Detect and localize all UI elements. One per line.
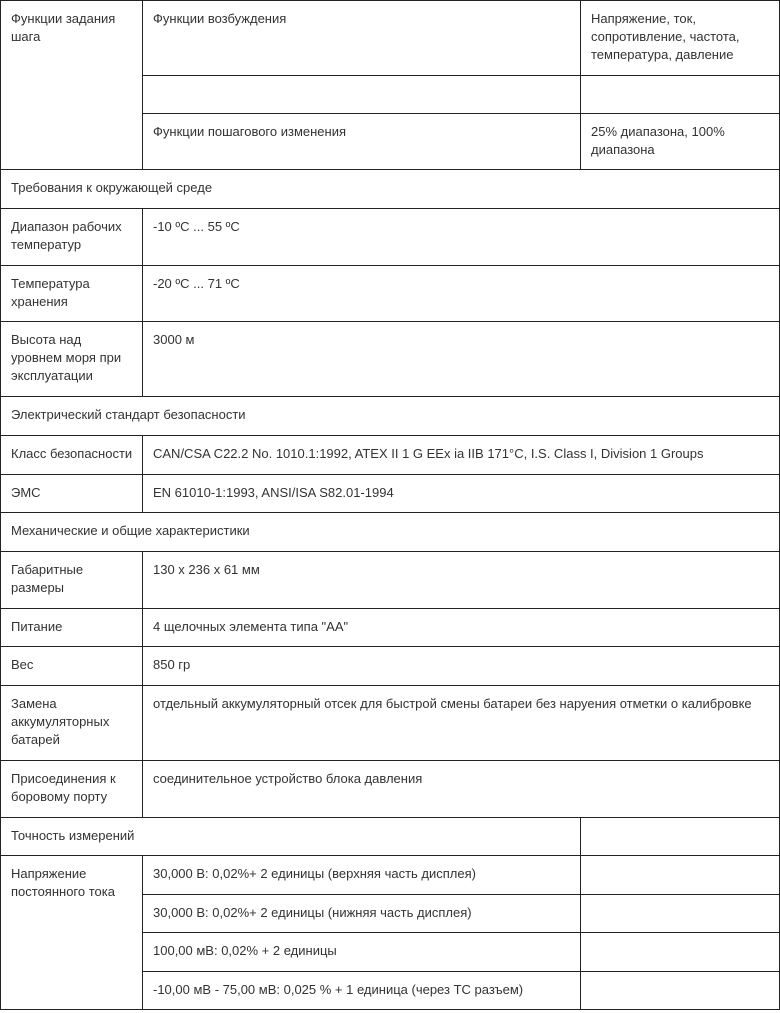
safety-class-label: Класс безопасности xyxy=(1,436,143,475)
table-row xyxy=(1,475,780,513)
dc-voltage-label: Напряжение постоянного тока xyxy=(1,856,143,1010)
dimensions-label: Габаритные размеры xyxy=(1,552,143,609)
operating-temp-value: -10 ºC ... 55 ºC xyxy=(143,209,780,266)
weight-value: 850 гр xyxy=(143,647,780,686)
environment-section-header: Требования к окружающей среде xyxy=(1,170,780,209)
table-row xyxy=(1,1,780,76)
empty-cell xyxy=(581,972,780,1010)
step-functions-label: Функции задания шага xyxy=(1,1,143,170)
table-row xyxy=(1,686,780,761)
dimensions-value: 130 x 236 x 61 мм xyxy=(143,552,780,609)
weight-label: Вес xyxy=(1,647,143,686)
excitation-functions-value: Напряжение, ток, сопротивление, частота, температура, давление xyxy=(581,1,780,76)
emc-value: EN 61010-1:1993, ANSI/ISA S82.01-1994 xyxy=(143,475,780,513)
table-row xyxy=(1,209,780,266)
empty-cell xyxy=(581,76,780,114)
power-value: 4 щелочных элемента типа "АА" xyxy=(143,609,780,647)
table-row xyxy=(1,856,780,895)
safety-class-value: CAN/CSA C22.2 No. 1010.1:1992, ATEX II 1 G EEx ia IIB 171°C, I.S. Class I, Division 1 Groups xyxy=(143,436,780,475)
operating-temp-label: Диапазон рабочих температур xyxy=(1,209,143,266)
dc-voltage-value: 100,00 мВ: 0,02% + 2 единицы xyxy=(143,933,581,972)
safety-section-header: Электрический стандарт безопасности xyxy=(1,397,780,436)
empty-cell xyxy=(581,895,780,933)
table-row xyxy=(1,552,780,609)
table-row xyxy=(1,322,780,397)
table-row xyxy=(1,170,780,209)
mechanical-section-header: Механические и общие характеристики xyxy=(1,513,780,552)
battery-replacement-label: Замена аккумуляторных батарей xyxy=(1,686,143,761)
table-row xyxy=(1,397,780,436)
table-row xyxy=(1,436,780,475)
table-row xyxy=(1,647,780,686)
port-connection-value: соединительное устройство блока давления xyxy=(143,761,780,818)
battery-replacement-value: отдельный аккумуляторный отсек для быстрой смены батареи без наруения отметки о калибровке xyxy=(143,686,780,761)
storage-temp-label: Температура хранения xyxy=(1,266,143,322)
dc-voltage-value: -10,00 мВ - 75,00 мВ: 0,025 % + 1 единица (через ТС разъем) xyxy=(143,972,581,1010)
table-row xyxy=(1,818,780,856)
table-row xyxy=(1,266,780,322)
empty-cell xyxy=(581,933,780,972)
port-connection-label: Присоединения к боровому порту xyxy=(1,761,143,818)
empty-cell xyxy=(143,76,581,114)
empty-cell xyxy=(581,856,780,895)
storage-temp-value: -20 ºC ... 71 ºC xyxy=(143,266,780,322)
power-label: Питание xyxy=(1,609,143,647)
accuracy-section-header: Точность измерений xyxy=(1,818,581,856)
step-change-value: 25% диапазона, 100% диапазона xyxy=(581,114,780,170)
table-row xyxy=(1,513,780,552)
step-change-label: Функции пошагового изменения xyxy=(143,114,581,170)
altitude-label: Высота над уровнем моря при эксплуатации xyxy=(1,322,143,397)
dc-voltage-value: 30,000 В: 0,02%+ 2 единицы (нижняя часть дисплея) xyxy=(143,895,581,933)
altitude-value: 3000 м xyxy=(143,322,780,397)
empty-cell xyxy=(581,818,780,856)
emc-label: ЭМС xyxy=(1,475,143,513)
table-row xyxy=(1,609,780,647)
excitation-functions-label: Функции возбуждения xyxy=(143,1,581,76)
dc-voltage-value: 30,000 В: 0,02%+ 2 единицы (верхняя часть дисплея) xyxy=(143,856,581,895)
table-row xyxy=(1,761,780,818)
